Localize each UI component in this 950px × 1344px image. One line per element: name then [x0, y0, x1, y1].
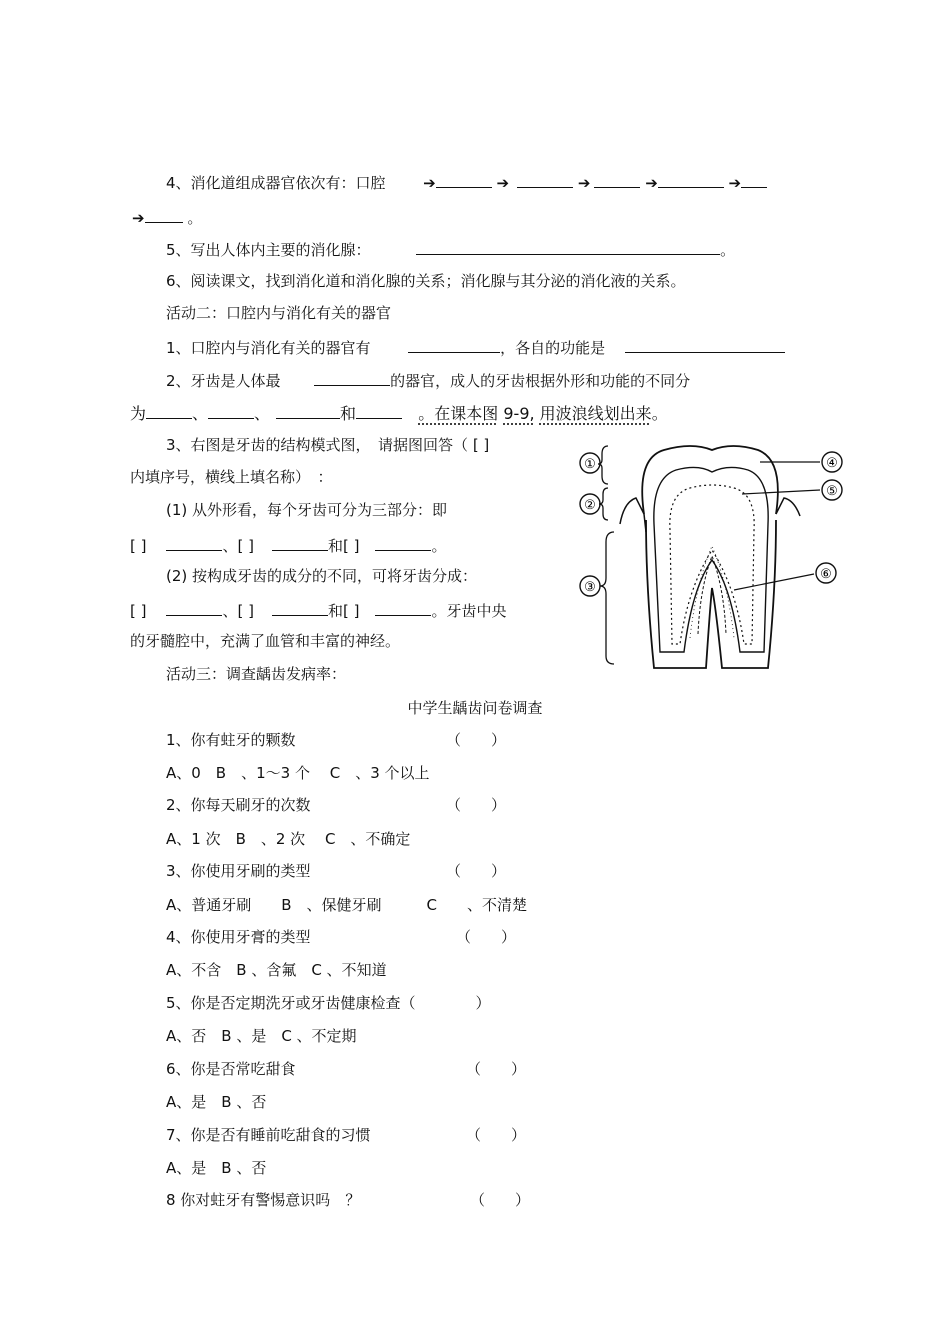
blank[interactable]	[208, 402, 254, 419]
label-1: ①	[584, 457, 596, 472]
label-3: ③	[584, 580, 596, 595]
survey-q5-options: A、否 B 、是 C 、不定期	[166, 1027, 357, 1045]
arrow-right-icon: ➔	[645, 174, 658, 192]
brace-root	[600, 532, 614, 664]
a2-q3-part2: (2) 按构成牙齿的成分的不同，可将牙齿分成：	[166, 567, 478, 585]
blank[interactable]	[517, 171, 573, 188]
survey-q6: 6、你是否常吃甜食	[166, 1060, 296, 1078]
survey-q1: 1、你有蛀牙的颗数	[166, 731, 296, 749]
a2-q2: 2、牙齿是人体最 的器官，成人的牙齿根据外形和功能的不同分	[166, 369, 690, 391]
answer-paren[interactable]: （ ）	[470, 1191, 531, 1209]
survey-q7: 7、你是否有睡前吃甜食的习惯	[166, 1126, 371, 1144]
arrow-right-icon: ➔	[577, 174, 591, 192]
a2-q3-part1: (1) 从外形看，每个牙齿可分为三部分：即	[166, 501, 448, 519]
a2-q3: 3、右图是牙齿的结构模式图， 请据图回答（ [ ]	[166, 436, 490, 454]
a2-q3-part2-blanks: [ ] 、[ ] 和[ ] 。牙齿中央	[130, 599, 507, 621]
survey-title: 中学生龋齿问卷调查	[407, 699, 543, 717]
activity-3-heading: 活动三：调查龋齿发病率：	[166, 665, 347, 683]
blank[interactable]	[146, 402, 192, 419]
a2-q3-instruction: 内填序号，横线上填名称） ：	[130, 468, 333, 486]
survey-q4: 4、你使用牙膏的类型	[166, 928, 311, 946]
q4-digestive-tract: 4、消化道组成器官依次有：口腔 ➔ ➔ ➔ ➔ ➔	[166, 171, 767, 193]
label-4: ④	[826, 456, 838, 471]
answer-paren[interactable]: （ ）	[446, 731, 507, 749]
blank[interactable]	[166, 599, 222, 616]
q4-continued: ➔ 。	[132, 206, 202, 228]
brace-neck	[599, 488, 608, 520]
blank[interactable]	[625, 336, 785, 353]
a2-q2-continued: 为 、 、 和 。在课本图 9-9, 用波浪线划出来。	[130, 404, 668, 423]
blank[interactable]	[272, 599, 328, 616]
arrow-right-icon: ➔	[496, 174, 510, 192]
answer-paren[interactable]: （ ）	[446, 796, 507, 814]
a2-q3-part2-end: 的牙髓腔中，充满了血管和丰富的神经。	[130, 632, 401, 650]
label-5: ⑤	[826, 484, 838, 499]
answer-paren[interactable]: （ ）	[466, 1126, 527, 1144]
gum-right	[776, 498, 800, 516]
q5-digestive-glands: 5、写出人体内主要的消化腺： 。	[166, 238, 735, 260]
survey-q3-options: A、普通牙刷 B 、保健牙刷 C 、不清楚	[166, 896, 528, 914]
blank[interactable]	[594, 171, 640, 188]
label-2: ②	[584, 498, 596, 513]
blank[interactable]	[408, 336, 500, 353]
answer-paren[interactable]: （ ）	[456, 928, 517, 946]
activity-2-heading: 活动二：口腔内与消化有关的器官	[166, 304, 392, 322]
arrow-right-icon: ➔	[728, 174, 742, 192]
survey-q6-options: A、是 B 、否	[166, 1093, 267, 1111]
tooth-outline	[646, 520, 776, 668]
blank[interactable]	[356, 402, 402, 419]
survey-q1-options: A、0 B 、1～3 个 C 、3 个以上	[166, 764, 430, 782]
blank[interactable]	[416, 238, 720, 255]
tooth-structure-diagram	[572, 438, 850, 680]
survey-q8: 8 你对蛀牙有警惕意识吗 ？	[166, 1191, 361, 1209]
blank[interactable]	[145, 206, 183, 223]
a2-q1: 1、口腔内与消化有关的器官有 ，各自的功能是	[166, 336, 785, 358]
pointer-5	[742, 490, 820, 494]
blank[interactable]	[375, 534, 431, 551]
survey-q4-options: A、不含 B 、含氟 C 、不知道	[166, 961, 387, 979]
arrow-right-icon: ➔	[423, 174, 436, 192]
blank[interactable]	[658, 171, 724, 188]
survey-q2-options: A、1 次 B 、2 次 C 、不确定	[166, 830, 411, 848]
label-6: ⑥	[820, 567, 832, 582]
survey-q7-options: A、是 B 、否	[166, 1159, 267, 1177]
blank[interactable]	[276, 402, 340, 419]
blank[interactable]	[436, 171, 492, 188]
survey-q2: 2、你每天刷牙的次数	[166, 796, 311, 814]
q6-reading: 6、阅读课文，找到消化道和消化腺的关系；消化腺与其分泌的消化液的关系。	[166, 272, 686, 290]
blank[interactable]	[741, 171, 767, 188]
survey-q3: 3、你使用牙刷的类型	[166, 862, 311, 880]
a2-q3-part1-blanks: [ ] 、[ ] 和[ ] 。	[130, 534, 447, 556]
blank[interactable]	[375, 599, 431, 616]
arrow-right-icon: ➔	[132, 209, 145, 227]
answer-paren[interactable]: （ ）	[466, 1060, 527, 1078]
blank[interactable]	[314, 369, 390, 386]
blank[interactable]	[166, 534, 222, 551]
pulp-cavity	[670, 485, 754, 644]
answer-paren[interactable]: （ ）	[446, 862, 507, 880]
blank[interactable]	[272, 534, 328, 551]
survey-q5: 5、你是否定期洗牙或牙齿健康检查（ ）	[166, 994, 491, 1012]
